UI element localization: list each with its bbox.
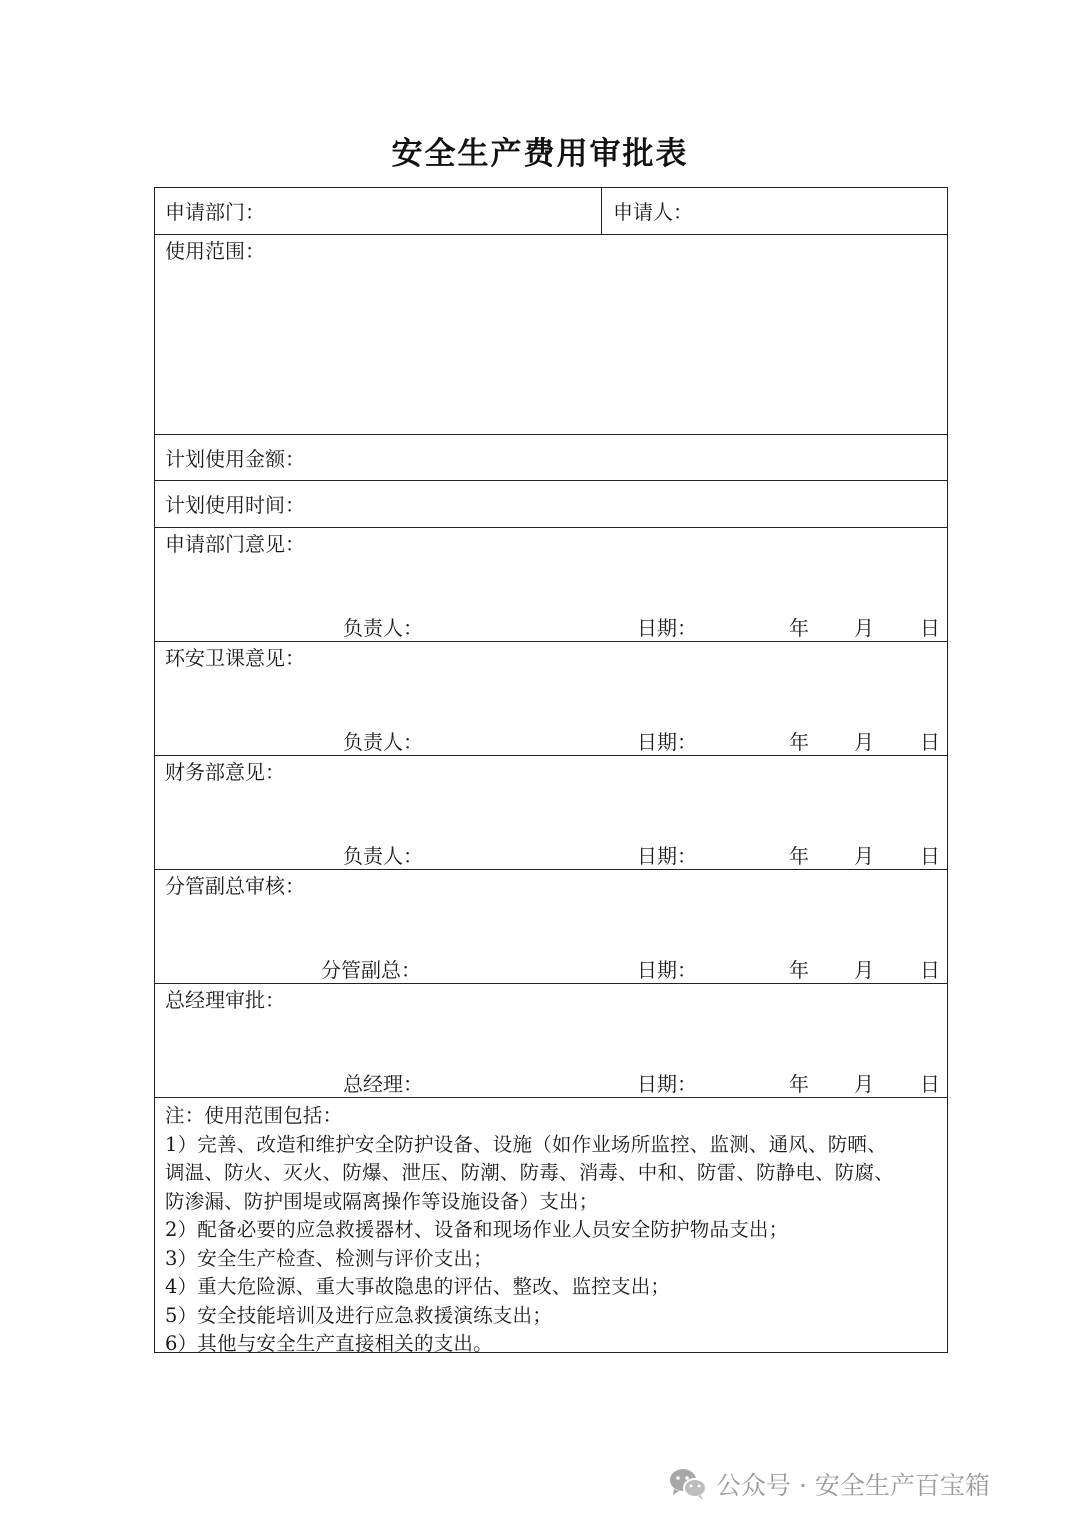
scope-label: 使用范围：: [165, 239, 265, 263]
opinion-label: 申请部门意见：: [165, 532, 305, 556]
signer-label: 负责人：: [343, 730, 423, 754]
row-opinion-ehs: [155, 642, 947, 756]
year-label: 年: [789, 958, 809, 982]
day-label: 日: [920, 730, 940, 754]
dept-label: 申请部门：: [165, 200, 265, 224]
amount-label: 计划使用金额：: [165, 447, 305, 471]
day-label: 日: [920, 958, 940, 982]
approval-form: [154, 187, 948, 1353]
note-line: 5）安全技能培训及进行应急救援演练支出；: [165, 1303, 552, 1327]
time-label: 计划使用时间：: [165, 493, 305, 517]
month-label: 月: [854, 1072, 874, 1096]
watermark: [668, 1466, 990, 1502]
signer-label: 负责人：: [343, 616, 423, 640]
signer-label: 负责人：: [343, 844, 423, 868]
signer-label: 总经理：: [343, 1072, 423, 1096]
signer-label: 分管副总：: [321, 958, 421, 982]
day-label: 日: [920, 616, 940, 640]
opinion-label: 总经理审批：: [165, 988, 285, 1012]
date-label: 日期：: [637, 1072, 697, 1096]
row-opinion-vp: [155, 870, 947, 984]
year-label: 年: [789, 616, 809, 640]
row-opinion-finance: [155, 756, 947, 870]
opinion-label: 分管副总审核：: [165, 874, 305, 898]
note-line: 防渗漏、防护围堤或隔离操作等设施设备）支出；: [165, 1189, 599, 1213]
row-opinion-dept: [155, 528, 947, 642]
year-label: 年: [789, 844, 809, 868]
cell-divider: [601, 188, 602, 234]
note-line: 4）重大危险源、重大事故隐患的评估、整改、监控支出；: [165, 1275, 671, 1298]
note-line: 3）安全生产检查、检测与评价支出；: [165, 1246, 493, 1270]
date-label: 日期：: [637, 730, 697, 754]
row-time: [155, 481, 947, 528]
note-line: 注：使用范围包括：: [165, 1104, 343, 1127]
note-line: 6）其他与安全生产直接相关的支出。: [165, 1332, 493, 1355]
date-label: 日期：: [637, 616, 697, 640]
row-notes: [155, 1098, 947, 1355]
month-label: 月: [854, 844, 874, 868]
date-label: 日期：: [637, 958, 697, 982]
row-amount: [155, 435, 947, 481]
day-label: 日: [920, 1072, 940, 1096]
watermark-text: 公众号 · 安全生产百宝箱: [716, 1471, 990, 1500]
form-title: 安全生产费用审批表: [391, 136, 689, 172]
notes-block: [165, 1102, 941, 1359]
note-line: 1）完善、改造和维护安全防护设备、设施（如作业场所监控、监测、通风、防晒、: [165, 1132, 887, 1156]
month-label: 月: [854, 616, 874, 640]
date-label: 日期：: [637, 844, 697, 868]
opinion-label: 环安卫课意见：: [165, 646, 305, 670]
wechat-icon: [668, 1467, 708, 1501]
year-label: 年: [789, 730, 809, 754]
row-opinion-gm: [155, 984, 947, 1098]
note-line: 2）配备必要的应急救援器材、设备和现场作业人员安全防护物品支出；: [165, 1218, 789, 1241]
row-scope: [155, 235, 947, 435]
row-dept-applicant: [155, 188, 947, 235]
day-label: 日: [920, 844, 940, 868]
month-label: 月: [854, 730, 874, 754]
year-label: 年: [789, 1072, 809, 1096]
opinion-label: 财务部意见：: [165, 760, 285, 784]
month-label: 月: [854, 958, 874, 982]
note-line: 调温、防火、灭火、防爆、泄压、防潮、防毒、消毒、中和、防雷、防静电、防腐、: [165, 1161, 894, 1184]
applicant-label: 申请人：: [613, 200, 693, 224]
